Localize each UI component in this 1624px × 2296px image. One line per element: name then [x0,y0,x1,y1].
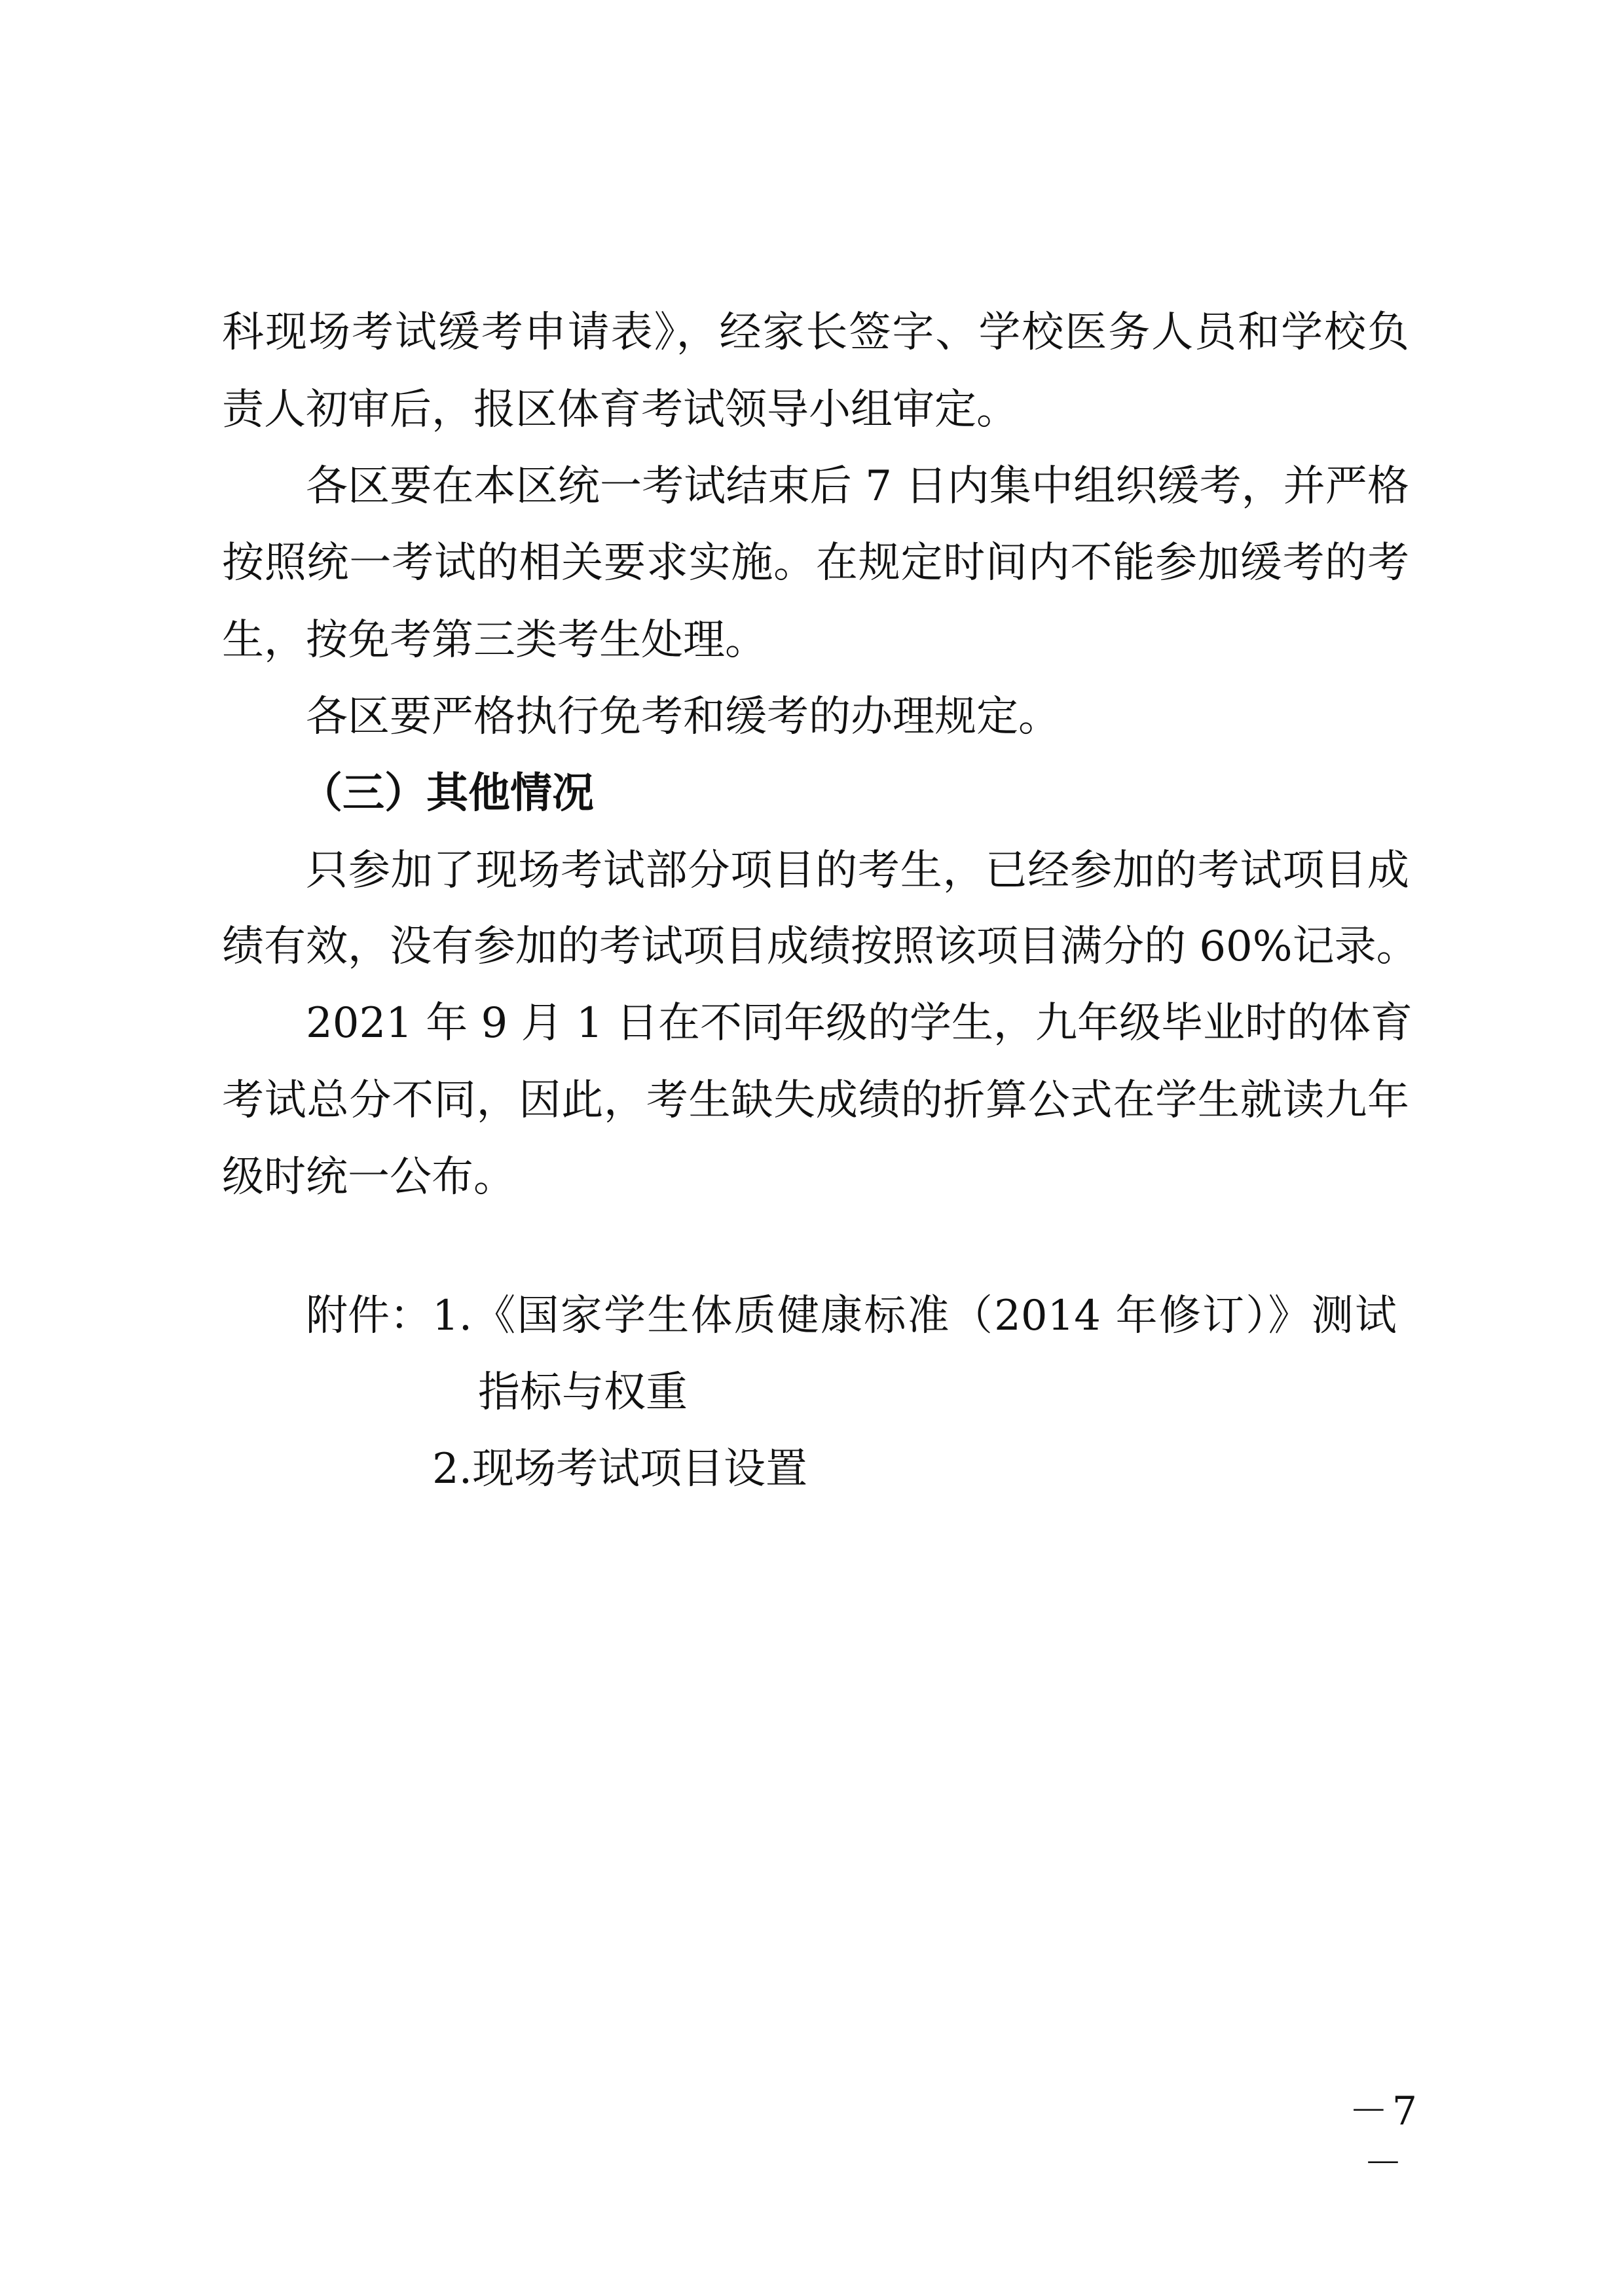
attachment-item-1-continued: 指标与权重 [478,1368,688,1417]
attachment-item-1: 1.《国家学生体质健康标准（2014 年修订）》测试 [432,1292,1397,1340]
body-text-line: 按照统一考试的相关要求实施。在规定时间内不能参加缓考的考 [222,539,1409,587]
body-text-line: 科现场考试缓考申请表》，经家长签字、学校医务人员和学校负 [222,308,1409,357]
body-text-line: 生，按免考第三类考生处理。 [222,616,767,665]
body-text-line: 考试总分不同，因此，考生缺失成绩的折算公式在学生就读九年 [222,1076,1409,1125]
attachment-item-2: 2.现场考试项目设置 [432,1445,808,1493]
body-text-line: 2021 年 9 月 1 日在不同年级的学生，九年级毕业时的体育 [306,999,1413,1048]
page-number: －7－ [1348,2088,1422,2187]
section-heading: （三）其他情况 [301,769,594,818]
body-text-line: 绩有效，没有参加的考试项目成绩按照该项目满分的 60%记录。 [222,922,1418,971]
body-text-line: 各区要在本区统一考试结束后 7 日内集中组织缓考，并严格 [306,462,1409,511]
body-text-line: 只参加了现场考试部分项目的考生，已经参加的考试项目成 [306,847,1409,895]
body-text-line: 级时统一公布。 [222,1153,515,1201]
body-text-line: 各区要严格执行免考和缓考的办理规定。 [306,693,1060,741]
body-text-line: 责人初审后，报区体育考试领导小组审定。 [222,386,1018,434]
attachments-label: 附件： [306,1292,432,1340]
